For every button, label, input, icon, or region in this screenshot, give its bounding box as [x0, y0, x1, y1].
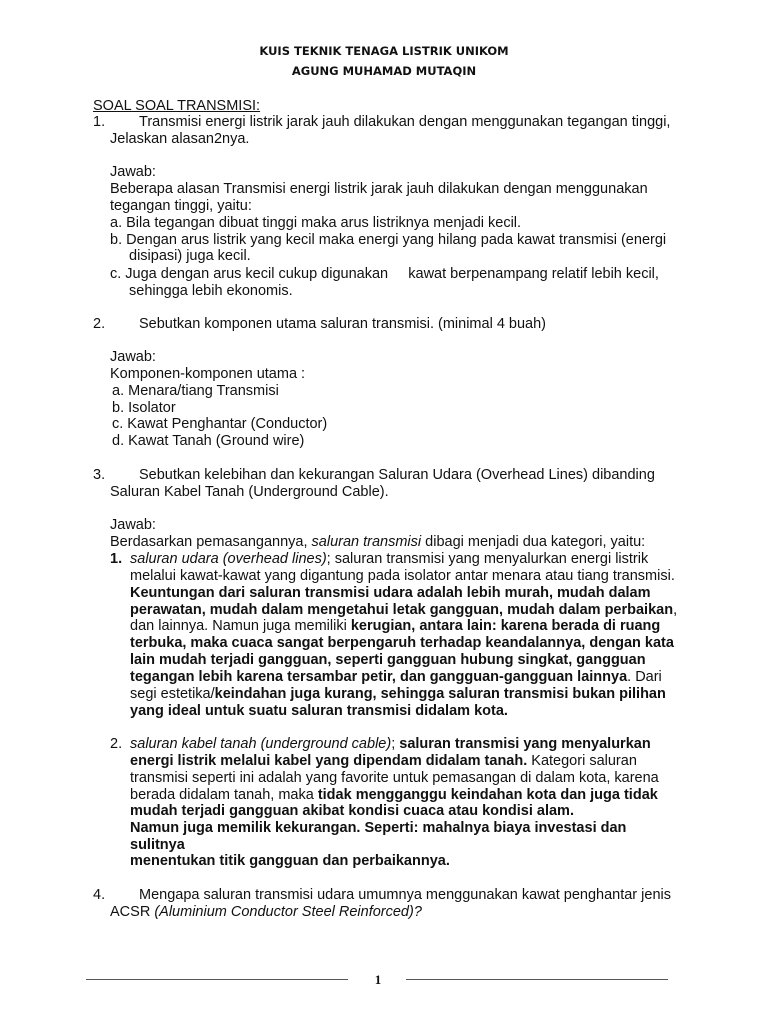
q3-point1-line9: segi estetika/keindahan juga kurang, sehingga saluran transmisi bukan pilihan [130, 686, 666, 702]
q4-question-line2: ACSR (Aluminium Conductor Steel Reinforced)? [110, 904, 422, 920]
q1-point-b-line2: disipasi) juga kecil. [129, 248, 251, 264]
q4-number: 4. [93, 887, 106, 903]
q3-point2-number: 2. [110, 736, 127, 752]
q3-answer-intro: Berdasarkan pemasangannya, saluran transmisi dibagi menjadi dua kategori, yaitu: [110, 534, 646, 550]
q3-point1-line2: melalui kawat-kawat yang digantung pada isolator antar menara atau tiang transmisi. [130, 568, 675, 584]
q3-point2-line7: sulitnya [130, 837, 185, 853]
q3-number: 3. [93, 467, 106, 483]
q4-question-line1: Mengapa saluran transmisi udara umumnya menggunakan kawat penghantar jenis [139, 887, 671, 903]
q3-point2-line8: menentukan titik gangguan dan perbaikannya. [130, 853, 450, 869]
q2-answer-intro: Komponen-komponen utama : [110, 366, 306, 382]
q3-point2-line4: berada didalam tanah, maka tidak mengganggu keindahan kota dan juga tidak [130, 787, 658, 803]
q1-point-a: a. Bila tegangan dibuat tinggi maka arus listriknya menjadi kecil. [110, 215, 522, 231]
q2-item-d: d. Kawat Tanah (Ground wire) [112, 433, 305, 449]
q3-point1-line8: tegangan lebih karena tersambar petir, dan gangguan-gangguan lainnya. Dari [130, 669, 662, 685]
q3-question-line2: Saluran Kabel Tanah (Underground Cable). [110, 484, 389, 500]
q2-number: 2. [93, 316, 106, 332]
q1-point-c-line1: c. Juga dengan arus kecil cukup digunakan kawat berpenampang relatif lebih kecil, [110, 266, 659, 282]
page-number: 1 [374, 972, 382, 987]
q2-item-a: a. Menara/tiang Transmisi [112, 383, 279, 399]
q1-point-b-line1: b. Dengan arus listrik yang kecil maka energi yang hilang pada kawat transmisi (energi [110, 232, 667, 248]
q3-point1-line10: yang ideal untuk suatu saluran transmisi didalam kota. [130, 703, 508, 719]
q3-point1-line6: terbuka, maka cuaca sangat berpengaruh terhadap keandalannya, dengan kata [130, 635, 674, 651]
q3-point1-line3: Keuntungan dari saluran transmisi udara adalah lebih murah, mudah dalam [130, 585, 651, 601]
q1-question-line2: Jelaskan alasan2nya. [110, 131, 250, 147]
q3-point2-line2: energi listrik melalui kabel yang dipendam didalam tanah. Kategori saluran [130, 753, 637, 769]
q1-answer-label: Jawab: [110, 164, 156, 180]
q1-answer-intro-line1: Beberapa alasan Transmisi energi listrik jarak jauh dilakukan dengan menggunakan [110, 181, 648, 197]
q2-item-b: b. Isolator [112, 400, 176, 416]
q3-point1-line5: dan lainnya. Namun juga memiliki kerugian, antara lain: karena berada di ruang [130, 618, 661, 634]
section-title: SOAL SOAL TRANSMISI: [93, 98, 261, 114]
footer-rule-left [86, 979, 348, 980]
q1-answer-intro-line2: tegangan tinggi, yaitu: [110, 198, 252, 214]
footer-rule-right [406, 979, 668, 980]
q3-point1-line7: lain mudah terjadi gangguan, seperti gangguan hubung singkat, gangguan [130, 652, 646, 668]
q3-point1-line4: perawatan, mudah dalam mengetahui letak gangguan, mudah dalam perbaikan, [130, 602, 678, 618]
q3-answer-label: Jawab: [110, 517, 156, 533]
q2-question: Sebutkan komponen utama saluran transmisi. (minimal 4 buah) [139, 316, 547, 332]
q3-question-line1: Sebutkan kelebihan dan kekurangan Saluran Udara (Overhead Lines) dibanding [139, 467, 655, 483]
q1-point-c-line2: sehingga lebih ekonomis. [129, 283, 293, 299]
q2-answer-label: Jawab: [110, 349, 156, 365]
header-institution: KUIS TEKNIK TENAGA LISTRIK UNIKOM [259, 44, 509, 58]
q1-question-line1: Transmisi energi listrik jarak jauh dilakukan dengan menggunakan tegangan tinggi, [139, 114, 671, 130]
q1-number: 1. [93, 114, 106, 130]
q2-item-c: c. Kawat Penghantar (Conductor) [112, 416, 328, 432]
q3-point2-line1: saluran kabel tanah (underground cable); saluran transmisi yang menyalurkan [130, 736, 651, 752]
q3-point2-line5: mudah terjadi gangguan akibat kondisi cuaca atau kondisi alam. [130, 803, 574, 819]
q3-point2-line3: transmisi seperti ini adalah yang favorite untuk pemasangan di dalam kota, karena [130, 770, 659, 786]
q3-point2-line6: Namun juga memilik kekurangan. Seperti: mahalnya biaya investasi dan [130, 820, 627, 836]
header-author: AGUNG MUHAMAD MUTAQIN [291, 64, 477, 78]
q3-point1-line1: saluran udara (overhead lines); saluran transmisi yang menyalurkan energi listrik [130, 551, 649, 567]
q3-point1-number: 1. [110, 551, 123, 567]
